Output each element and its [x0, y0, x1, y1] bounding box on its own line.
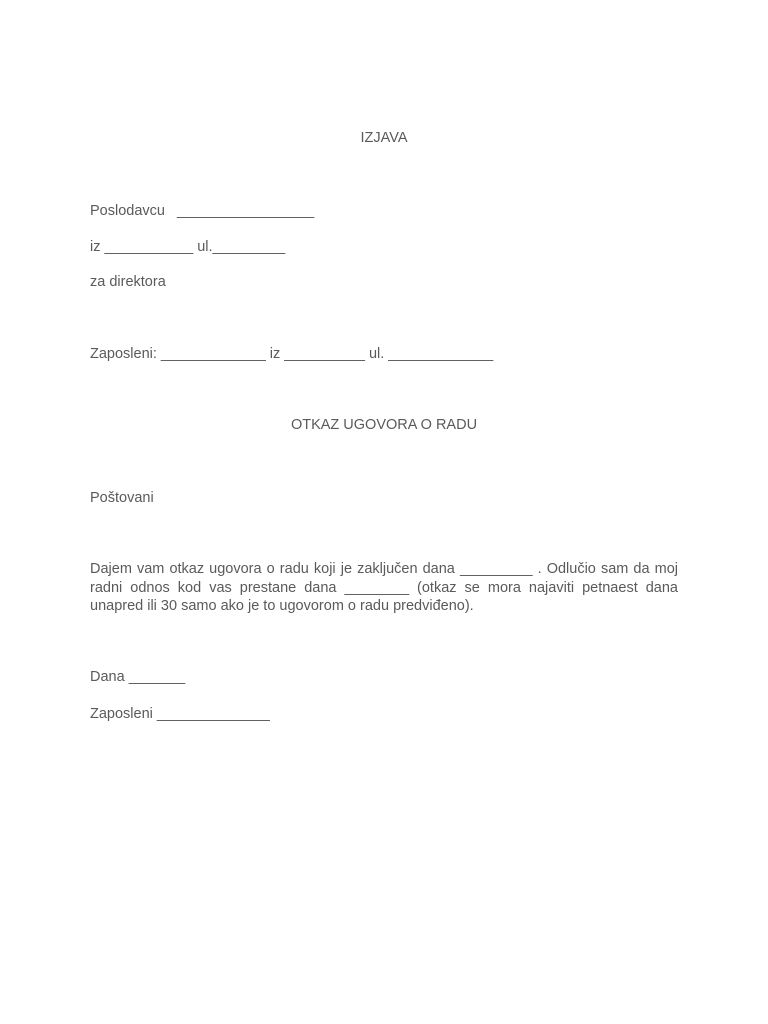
greeting: Poštovani: [90, 490, 154, 506]
date-line: Dana _______: [90, 669, 186, 685]
address-line: iz ___________ ul._________: [90, 239, 286, 255]
employer-line: Poslodavcu _________________: [90, 203, 315, 219]
document-title: IZJAVA: [360, 130, 408, 146]
signature-line: Zaposleni ______________: [90, 706, 270, 722]
employee-line: Zaposleni: _____________ iz __________ ul. _____________: [90, 346, 494, 362]
document-subtitle: OTKAZ UGOVORA O RADU: [290, 417, 478, 433]
body-paragraph: Dajem vam otkaz ugovora o radu koji je zaključen dana _________ . Odlučio sam da moj radni odnos kod vas prestane dana ________ (otkaz se mora najaviti petnaest dana unapred ili 30 samo ako je to ugovorom o radu predviđeno).: [90, 561, 678, 614]
director-line: za direktora: [90, 274, 166, 290]
